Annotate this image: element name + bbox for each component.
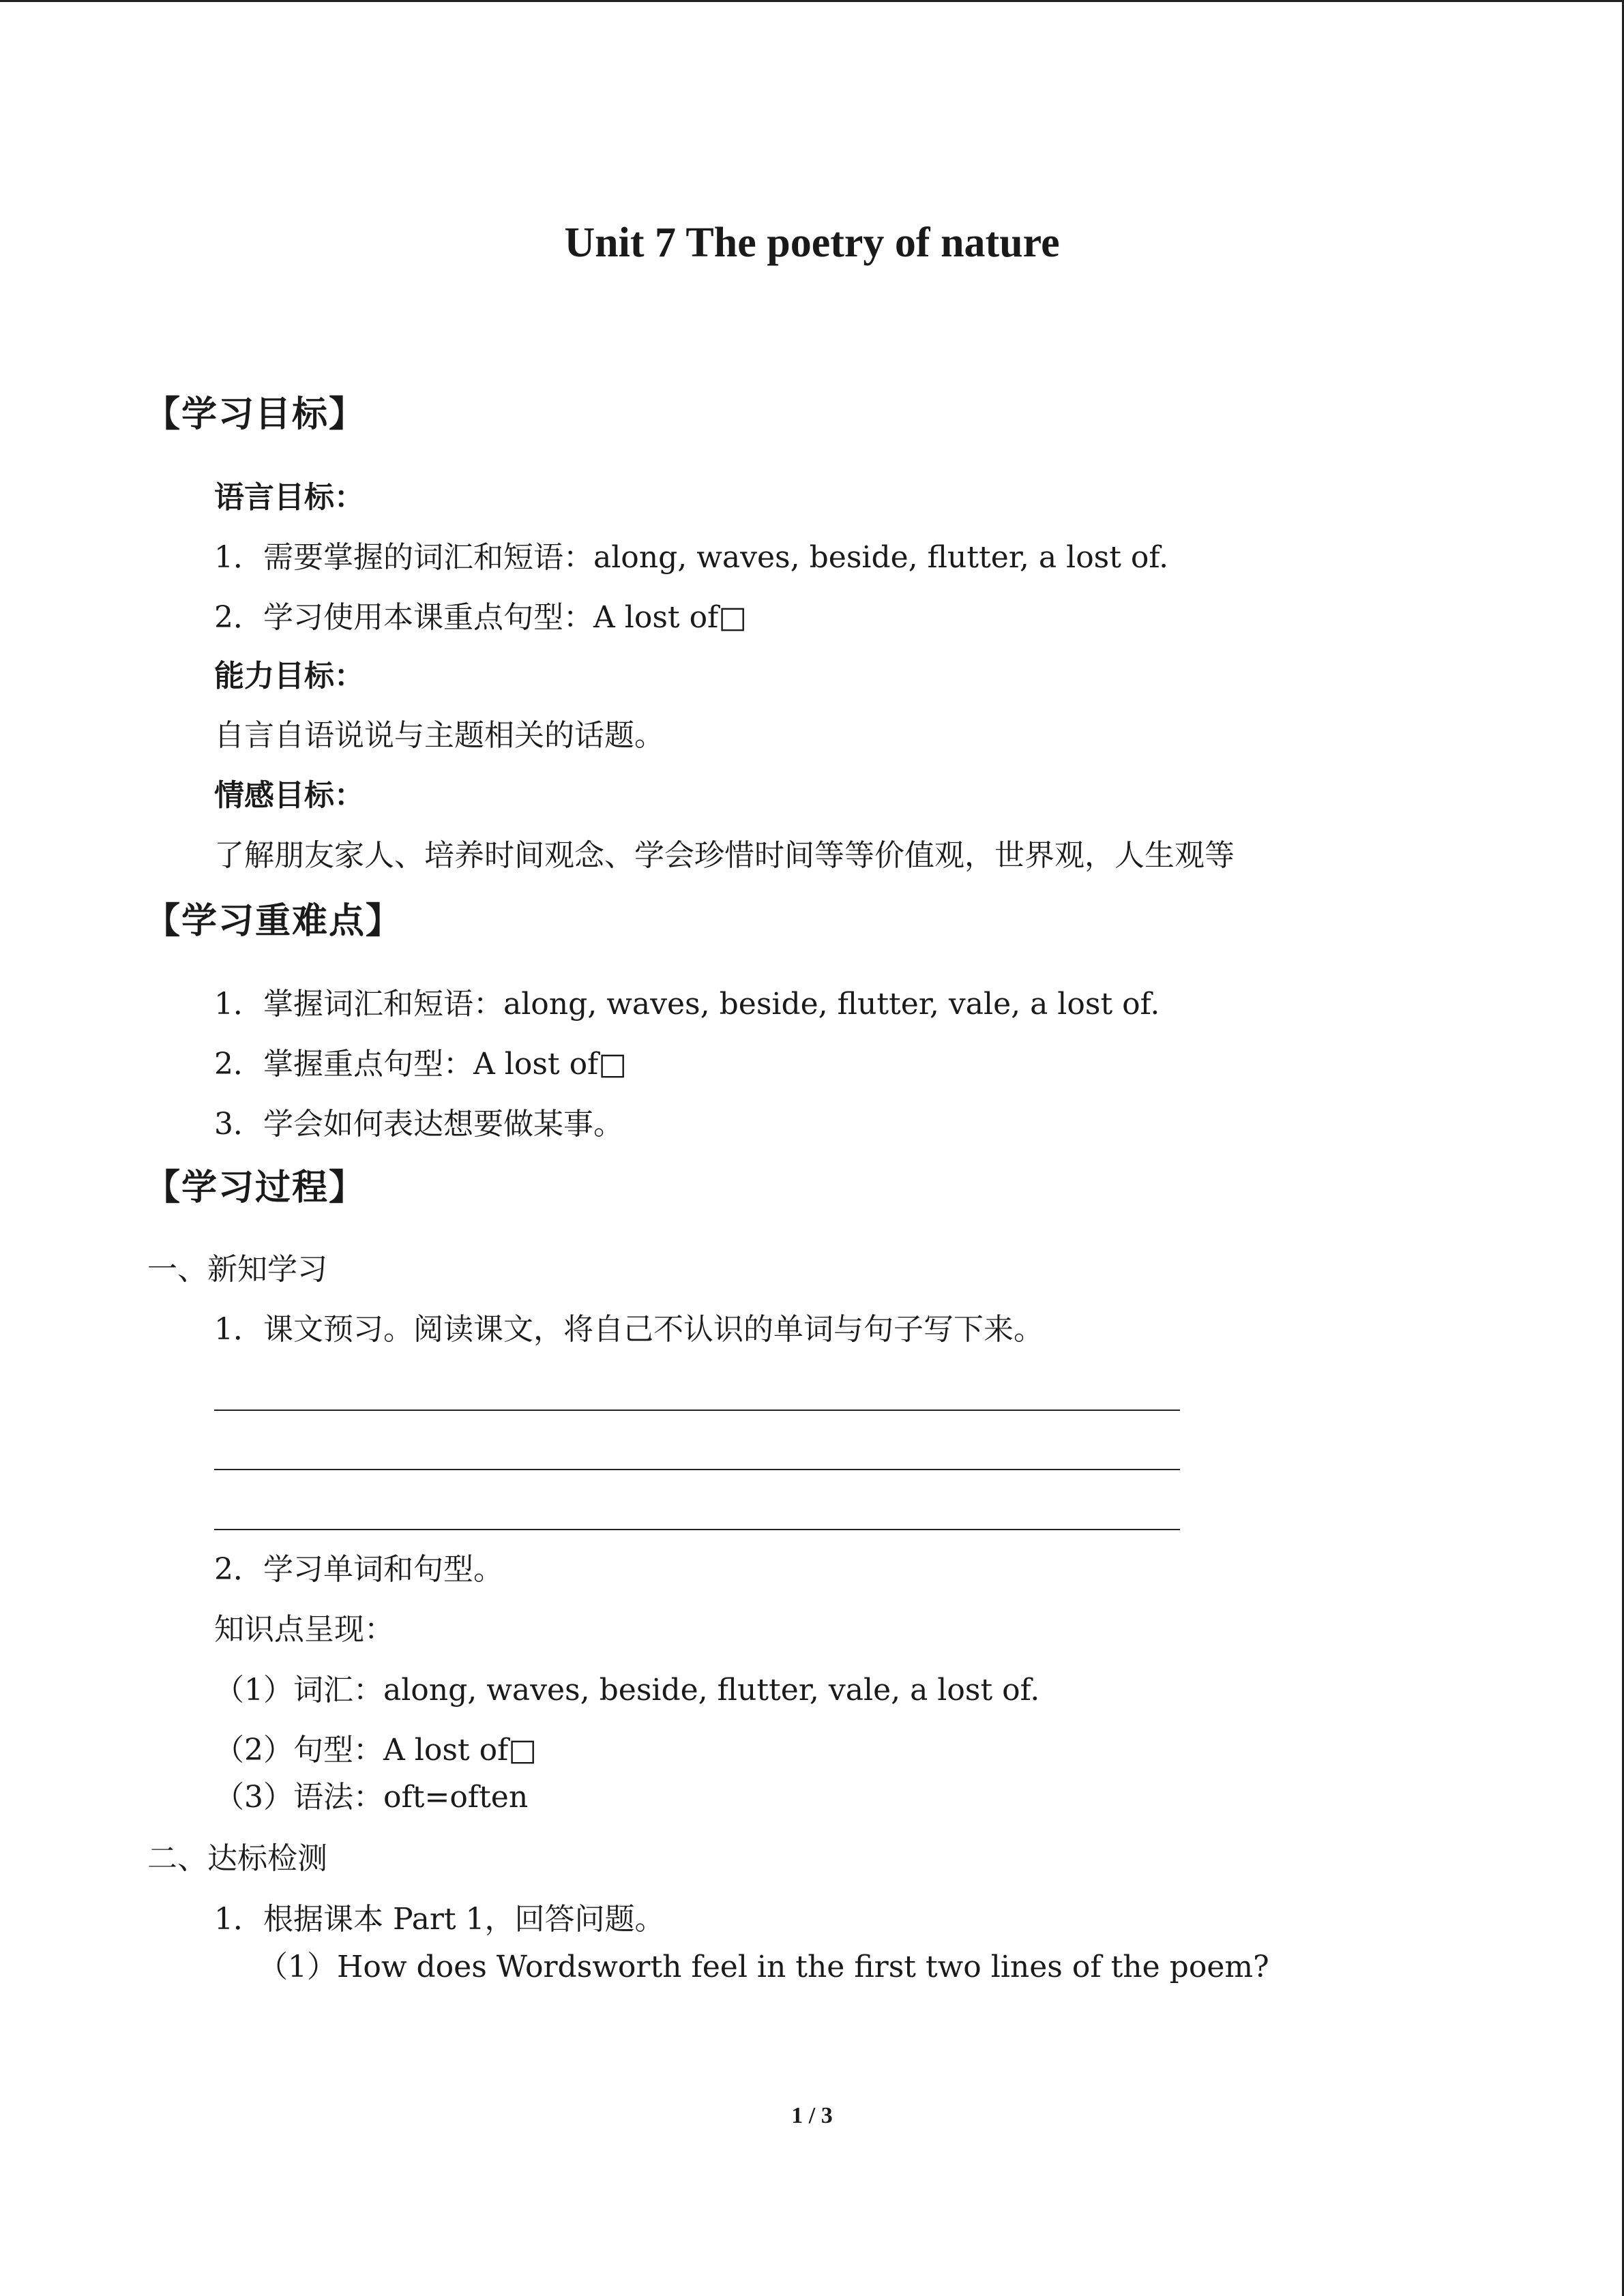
part2-item1: 1．根据课本 Part 1，回答问题。 [214,1902,665,1937]
ability-objective-label: 能力目标： [214,659,364,694]
knowledge-item: （1）词汇：along, waves, beside, flutter, vale, a lost of. [214,1673,1040,1708]
knowledge-label: 知识点呈现： [214,1612,394,1647]
emotion-objective-label: 情感目标： [214,778,364,813]
part1-item1: 1．课文预习。阅读课文，将自己不认识的单词与句子写下来。 [214,1312,1044,1347]
document-title: Unit 7 The poetry of nature [564,220,1060,266]
key-point-item: 2．掌握重点句型：A lost of□ [214,1047,627,1082]
page-number: 1 / 3 [791,2103,833,2128]
part1-title: 一、新知学习 [147,1252,327,1287]
part2-title: 二、达标检测 [147,1841,327,1876]
knowledge-item: （3）语法：oft=often [214,1780,529,1815]
key-point-item: 1．掌握词汇和短语：along, waves, beside, flutter, vale, a lost of. [214,987,1160,1022]
emotion-objective-text: 了解朋友家人、培养时间观念、学会珍惜时间等等价值观，世界观，人生观等 [214,838,1235,873]
key-point-item: 3．学会如何表达想要做某事。 [214,1107,623,1142]
objectives-heading: 【学习目标】 [145,394,366,435]
language-objective-item: 2．学习使用本课重点句型：A lost of□ [214,600,747,635]
part1-item2: 2．学习单词和句型。 [214,1552,503,1587]
ability-objective-text: 自言自语说说与主题相关的话题。 [214,718,664,753]
answer-blank-line [214,1529,1180,1530]
answer-blank-line [214,1410,1180,1411]
part2-question: （1）How does Wordsworth feel in the first two lines of the poem? [258,1950,1269,1984]
answer-blank-line [214,1469,1180,1470]
language-objective-label: 语言目标： [214,480,364,515]
key-points-heading: 【学习重难点】 [145,901,403,942]
language-objective-item: 1．需要掌握的词汇和短语：along, waves, beside, flutter, a lost of. [214,540,1169,575]
knowledge-item: （2）句型：A lost of□ [214,1733,537,1768]
process-heading: 【学习过程】 [145,1167,366,1208]
